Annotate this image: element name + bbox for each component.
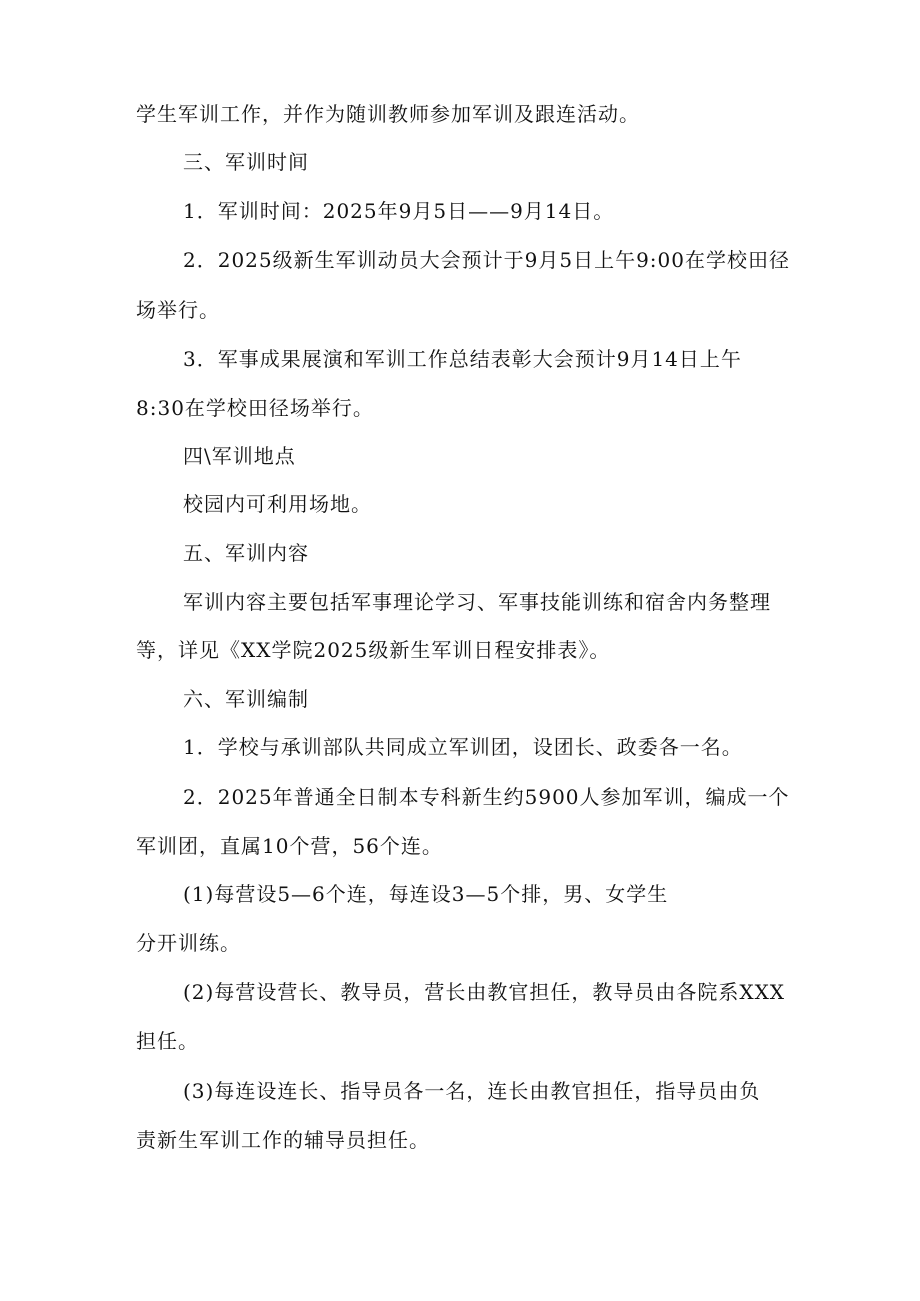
paragraph-line: 学生军训工作，并作为随训教师参加军训及跟连活动。 [136, 102, 640, 126]
paragraph-line: 等，详见《XX学院2025级新生军训日程安排表》。 [136, 638, 611, 662]
paragraph-line: (3)每连设连长、指导员各一名，连长由教官担任，指导员由负 [183, 1079, 761, 1103]
paragraph-line: 军训内容主要包括军事理论学习、军事技能训练和宿舍内务整理 [183, 590, 771, 614]
paragraph-line: 1．学校与承训部队共同成立军训团，设团长、政委各一名。 [183, 735, 743, 759]
paragraph-line: 校园内可利用场地。 [183, 492, 372, 516]
paragraph-line: 分开训练。 [136, 931, 241, 955]
paragraph-line: (1)每营设5—6个连，每连设3—5个排，男、女学生 [183, 882, 669, 906]
paragraph-line: 3．军事成果展演和军训工作总结表彰大会预计9月14日上午 [183, 347, 742, 371]
paragraph-line: 8:30在学校田径场举行。 [136, 396, 374, 420]
paragraph-line: 1．军训时间：2025年9月5日——9月14日。 [183, 199, 615, 223]
section-heading: 五、军训内容 [183, 541, 309, 565]
paragraph-line: 场举行。 [136, 298, 220, 322]
section-heading: 三、军训时间 [183, 150, 309, 174]
paragraph-line: (2)每营设营长、教导员，营长由教官担任，教导员由各院系XXX [183, 980, 786, 1004]
paragraph-line: 2．2025年普通全日制本专科新生约5900人参加军训，编成一个 [183, 785, 790, 809]
section-heading: 六、军训编制 [183, 687, 309, 711]
paragraph-line: 军训团，直属10个营，56个连。 [136, 834, 443, 858]
paragraph-line: 担任。 [136, 1029, 199, 1053]
paragraph-line: 2．2025级新生军训动员大会预计于9月5日上午9:00在学校田径 [183, 248, 790, 272]
paragraph-line: 责新生军训工作的辅导员担任。 [136, 1128, 430, 1152]
section-heading: 四\军训地点 [183, 444, 296, 468]
